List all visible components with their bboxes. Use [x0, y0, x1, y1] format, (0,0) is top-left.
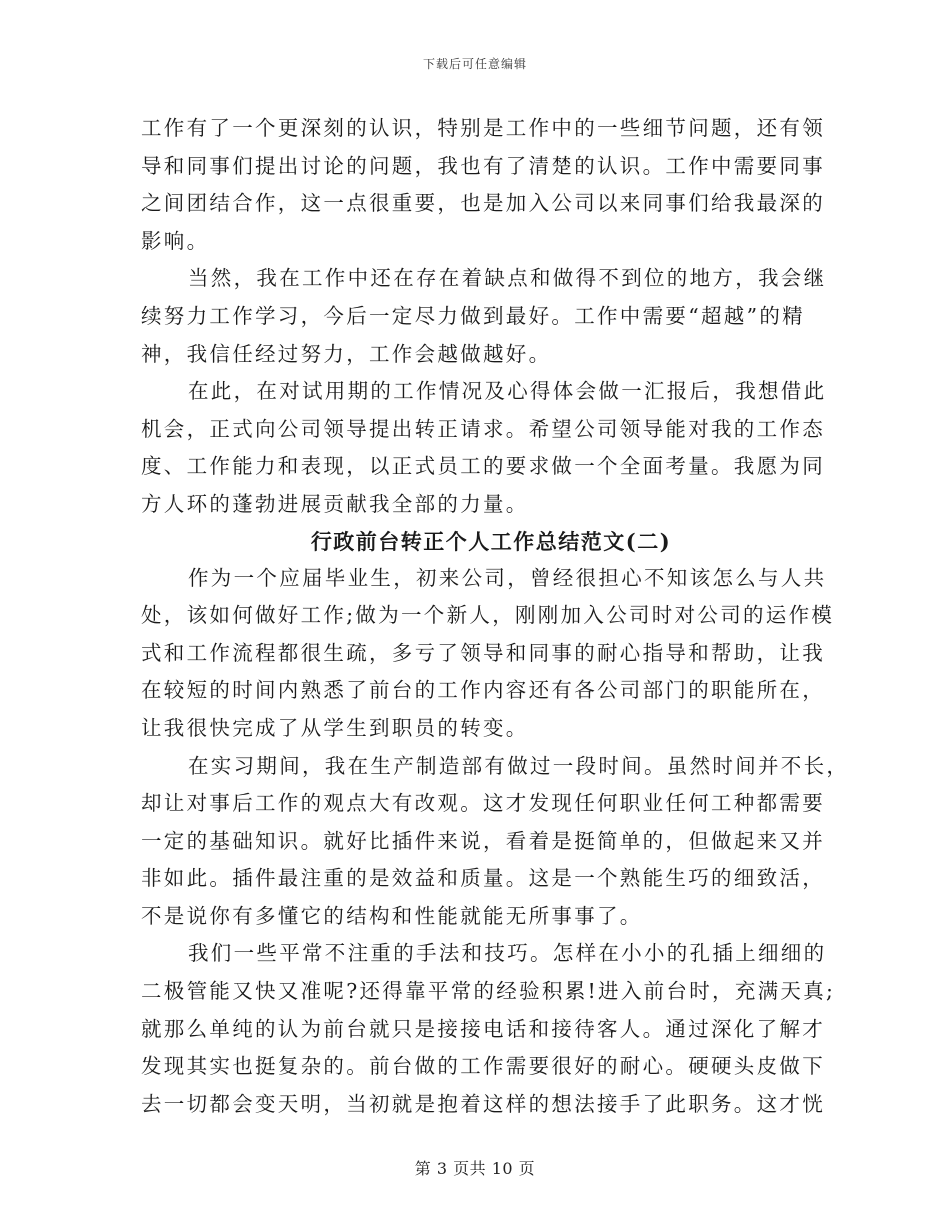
text-line: 非如此。插件最注重的是效益和质量。这是一个熟能生巧的细致活， — [141, 866, 825, 891]
text-line: 之间团结合作，这一点很重要，也是加入公司以来同事们给我最深的 — [141, 191, 825, 216]
text-line: 就那么单纯的认为前台就只是接接电话和接待客人。通过深化了解才 — [141, 1016, 825, 1041]
text-line: 度、工作能力和表现，以正式员工的要求做一个全面考量。我愿为同 — [141, 454, 825, 479]
text-line: 式和工作流程都很生疏，多亏了领导和同事的耐心指导和帮助，让我 — [141, 640, 825, 665]
document-body — [141, 110, 850, 1123]
text-line: 神，我信任经过努力，工作会越做越好。 — [141, 341, 552, 366]
text-line: 工作有了一个更深刻的认识，特别是工作中的一些细节问题，还有领 — [141, 116, 825, 140]
text-line: 当然，我在工作中还在存在着缺点和做得不到位的地方，我会继 — [188, 266, 827, 291]
text-line: 却让对事后工作的观点大有改观。这才发现任何职业任何工种都需要 — [141, 791, 825, 816]
text-line: 续努力工作学习，今后一定尽力做到最好。工作中需要“超越”的精 — [141, 303, 805, 328]
text-line: 二极管能又快又准呢?还得靠平常的经验积累!进入前台时，充满天真; — [141, 979, 836, 1004]
text-line: 影响。 — [141, 228, 210, 253]
text-line: 处，该如何做好工作;做为一个新人，刚刚加入公司时对公司的运作模 — [141, 603, 835, 628]
text-line: 在较短的时间内熟悉了前台的工作内容还有各公司部门的职能所在， — [141, 678, 825, 703]
text-line: 导和同事们提出讨论的问题，我也有了清楚的认识。工作中需要同事 — [141, 153, 825, 178]
text-line: 不是说你有多懂它的结构和性能就能无所事事了。 — [141, 903, 643, 928]
text-line: 一定的基础知识。就好比插件来说，看着是挺简单的，但做起来又并 — [141, 828, 825, 853]
text-line: 去一切都会变天明，当初就是抱着这样的想法接手了此职务。这才恍 — [141, 1091, 825, 1116]
text-line: 发现其实也挺复杂的。前台做的工作需要很好的耐心。硬硬头皮做下 — [141, 1054, 825, 1079]
text-line: 让我很快完成了从学生到职员的转变。 — [141, 715, 529, 740]
text-line: 机会，正式向公司领导提出转正请求。希望公司领导能对我的工作态 — [141, 416, 825, 441]
text-line: 我们一些平常不注重的手法和技巧。怎样在小小的孔插上细细的 — [188, 941, 827, 966]
page-footer: 第 3 页共 10 页 — [414, 1159, 536, 1178]
page-header: 下载后可任意编辑 — [422, 57, 527, 71]
text-line: 作为一个应届毕业生，初来公司，曾经很担心不知该怎么与人共 — [188, 565, 827, 590]
text-line: 方人环的蓬勃进展贡献我全部的力量。 — [141, 491, 529, 516]
section-title: 行政前台转正个人工作总结范文(二) — [310, 528, 672, 554]
text-line: 在实习期间，我在生产制造部有做过一段时间。虽然时间并不长， — [188, 753, 850, 778]
text-line: 在此，在对试用期的工作情况及心得体会做一汇报后，我想借此 — [188, 379, 827, 404]
